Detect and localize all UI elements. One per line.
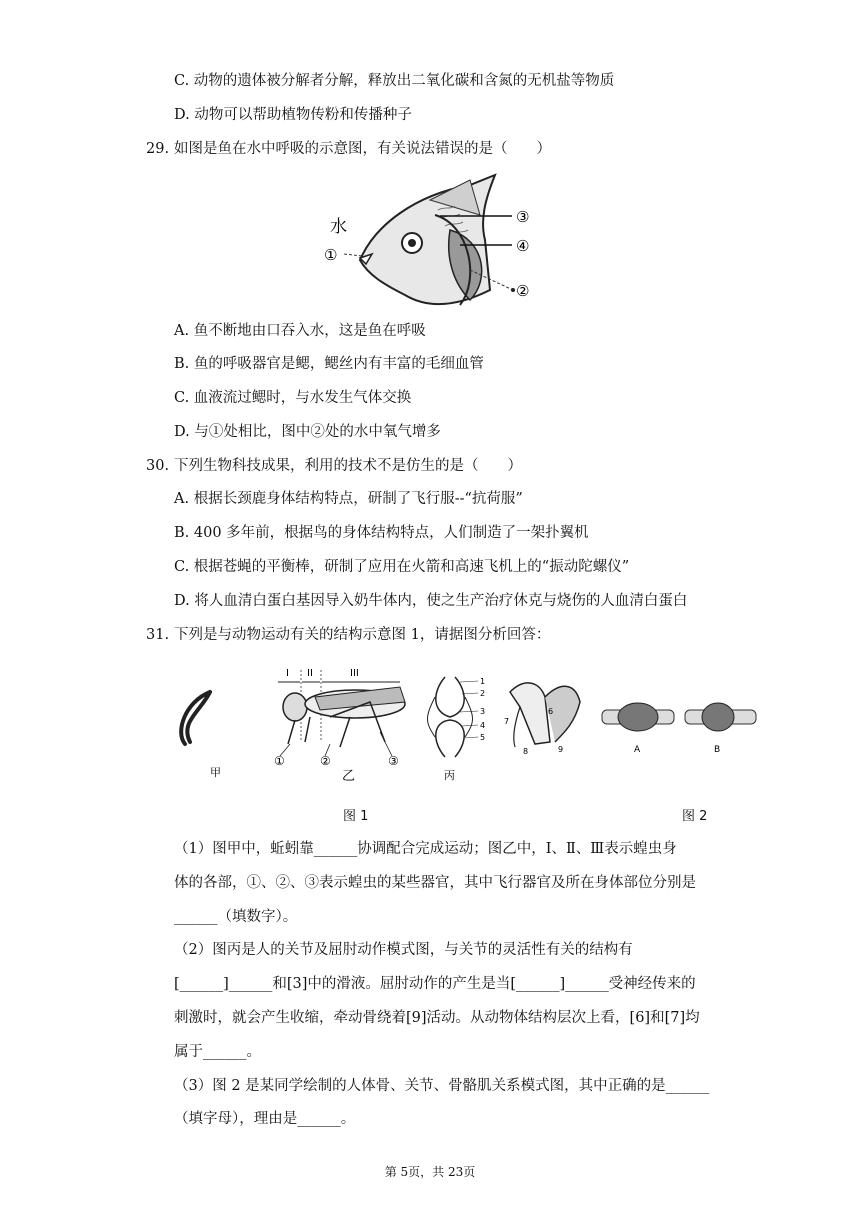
movement-structures-figure (170, 662, 760, 800)
label-n1: 1 (480, 677, 486, 686)
label-yi: 乙 (342, 769, 356, 784)
label-n9: 9 (558, 745, 564, 754)
label-seg3: III (350, 668, 359, 679)
q29-stem: 如图是鱼在水中呼吸的示意图，有关说法错误的是（ ） (174, 141, 551, 157)
q31-part1-line2: 体的各部，①、②、③表示蝗虫的某些器官，其中飞行器官及所在身体部位分别是 (174, 875, 696, 891)
label-c3: ③ (388, 754, 399, 768)
q30-option-a: A. 根据长颈鹿身体结构特点，研制了飞行服--“抗荷服” (174, 491, 523, 507)
label-a: A (634, 745, 641, 755)
q31-part1-line1: （1）图甲中，蚯蚓靠______协调配合完成运动；图乙中，Ⅰ、Ⅱ、Ⅲ表示蝗虫身 (174, 841, 677, 857)
q31-part1-line3: ______（填数字）。 (174, 909, 298, 925)
joint-drawing (428, 677, 486, 782)
label-jia: 甲 (210, 766, 221, 779)
q30-option-d: D. 将人血清白蛋白基因导入奶牛体内，使之生产治疗休克与烧伤的人血清白蛋白 (174, 593, 688, 609)
label-n6: 6 (548, 707, 554, 716)
q28-option-d: D. 动物可以帮助植物传粉和传播种子 (174, 107, 412, 123)
q30-option-b: B. 400 多年前，根据鸟的身体结构特点，人们制造了一架扑翼机 (174, 525, 589, 541)
q31-stem: 下列是与动物运动有关的结构示意图 1，请据图分析回答： (174, 627, 551, 643)
label-n8: 8 (523, 747, 529, 756)
fish-label-3: ③ (516, 208, 530, 226)
q30-option-c: C. 根据苍蝇的平衡棒，研制了应用在火箭和高速飞机上的“振动陀螺仪” (174, 559, 630, 575)
fish-label-1: ① (324, 246, 338, 264)
q31-part3-line2: （填字母），理由是______。 (174, 1111, 356, 1127)
fish-label-water: 水 (330, 217, 347, 237)
q29-number: 29. (146, 141, 170, 157)
q29-option-d: D. 与①处相比，图中②处的水中氧气增多 (174, 424, 441, 440)
label-c1: ① (274, 754, 285, 768)
q30-number: 30. (146, 458, 170, 474)
fish-respiration-figure (320, 170, 550, 318)
label-seg1: I (286, 668, 289, 679)
label-c2: ② (320, 754, 331, 768)
q31-part2-line4: 属于______。 (174, 1044, 261, 1060)
model-b-drawing (685, 703, 756, 755)
caption-fig1: 图 1 (343, 809, 369, 824)
q31-part3-line1: （3）图 2 是某同学绘制的人体骨、关节、骨骼肌关系模式图，其中正确的是______ (174, 1078, 710, 1094)
q28-option-c: C. 动物的遗体被分解者分解，释放出二氧化碳和含氮的无机盐等物质 (174, 73, 615, 89)
q29-option-a: A. 鱼不断地由口吞入水，这是鱼在呼吸 (174, 323, 426, 339)
arm-drawing (504, 683, 580, 756)
q31-part2-line2: [______]______和[3]中的滑液。屈肘动作的产生是当[______]______受神经传来的 (174, 976, 696, 992)
label-n7: 7 (504, 717, 510, 726)
label-bing: 丙 (444, 769, 455, 782)
label-seg2: II (307, 668, 313, 679)
q29-option-c: C. 血液流过鳃时，与水发生气体交换 (174, 390, 412, 406)
page-footer: 第 5页，共 23页 (384, 1165, 476, 1179)
label-n2: 2 (480, 689, 486, 698)
fish-label-4: ④ (516, 237, 530, 255)
label-n3: 3 (480, 707, 486, 716)
caption-fig2: 图 2 (682, 809, 708, 824)
label-b: B (714, 745, 721, 755)
model-a-drawing (602, 703, 674, 755)
earthworm-drawing (181, 692, 210, 744)
label-n4: 4 (480, 721, 486, 730)
label-n5: 5 (480, 733, 486, 742)
fish-label-2: ② (516, 282, 530, 300)
locust-drawing (274, 668, 405, 784)
q31-number: 31. (146, 627, 170, 643)
q29-option-b: B. 鱼的呼吸器官是鳃，鳃丝内有丰富的毛细血管 (174, 356, 484, 372)
q31-part2-line3: 刺激时，就会产生收缩，牵动骨绕着[9]活动。从动物体结构层次上看，[6]和[7]均 (174, 1010, 700, 1026)
q30-stem: 下列生物科技成果，利用的技术不是仿生的是（ ） (174, 458, 522, 474)
q31-part2-line1: （2）图丙是人的关节及屈肘动作模式图，与关节的灵活性有关的结构有 (174, 942, 633, 958)
